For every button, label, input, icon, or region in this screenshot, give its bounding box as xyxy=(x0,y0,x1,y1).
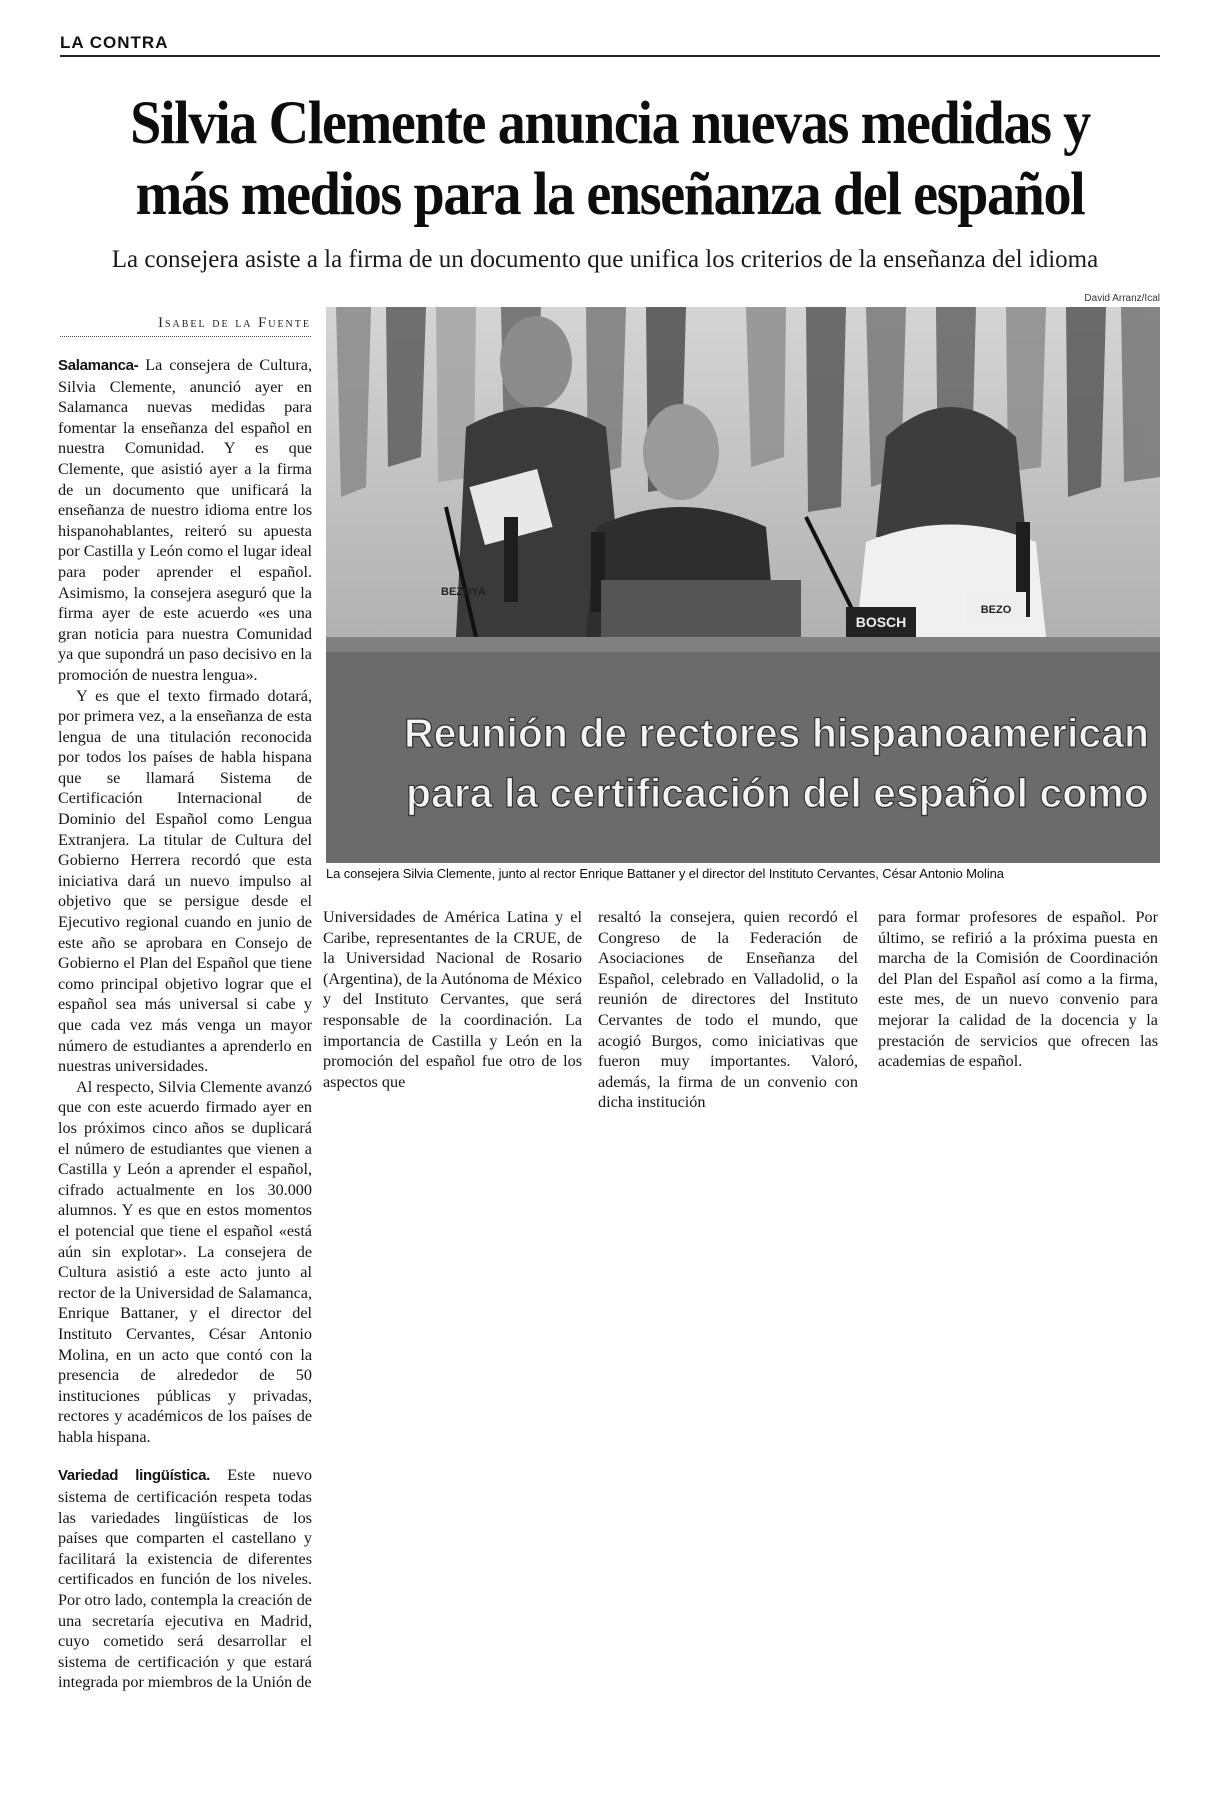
bottle-label-right: BEZO xyxy=(980,604,1012,616)
photo-credit: David Arranz/Ical xyxy=(1084,293,1160,304)
article-column-1 xyxy=(58,355,312,1693)
bosch-label: BOSCH xyxy=(855,614,907,630)
paragraph-4: Variedad lingüística. Este nuevo sistema de certificación respeta todas las variedades lingüísticas de los países que comparten el castellano y facilitará la existencia de diferentes certificados en función de los niveles. Por otro lado, contempla la creación de una secretaría ejecutiva en Madrid, cuyo cometido será desarrollar el sistema de certificación y que estará integrada por miembros de la Unión de xyxy=(58,1466,313,1692)
byline-rule xyxy=(60,336,311,337)
article-column-4 xyxy=(878,907,1158,1072)
laptop xyxy=(601,580,801,637)
column-2-text: Universidades de América Latina y el Caribe, representantes de la CRUE, de la Universidad Nacional de Rosario (Argentina), de la Autónoma de México y del Instituto Cervantes, que será responsable de la coordinación. La importancia de Castilla y León en la promoción del español fue otro de los aspectos que xyxy=(323,908,582,1091)
headline-line-1: Silvia Clemente anuncia nuevas medidas y xyxy=(130,90,1090,157)
subheading: Variedad lingüística. xyxy=(58,1467,210,1485)
banner xyxy=(326,652,1160,863)
column-4-text: para formar profesores de español. Por último, se refirió a la próxima puesta en marcha de la Comisión de Coordinación del Plan del Español así como a la firma, este mes, de un nuevo convenio para mejorar la calidad de la docencia y la prestación de servicios que ofrecen las academias de español. xyxy=(878,908,1158,1071)
article-column-2 xyxy=(323,907,582,1092)
byline: Isabel de la Fuente xyxy=(158,315,311,331)
headline-line-2: más medios para la enseñanza del español xyxy=(135,161,1085,228)
article-column-3 xyxy=(598,907,858,1113)
paragraph-1: Salamanca- La consejera de Cultura, Silvia Clemente, anunció ayer en Salamanca nuevas medidas para fomentar la enseñanza del español en nuestra Comunidad. Y es que Clemente, que asistió ayer a la firma de un documento que unificará la enseñanza de nuestro idioma entre los hispanohablantes, reiteró su apuesta por Castilla y León como el lugar ideal para poder aprender el español. Asimismo, la consejera aseguró que la firma ayer de este acuerdo «es una gran noticia para nuestra Comunidad ya que supondrá un paso decisivo en la promoción de nuestra lengua». xyxy=(58,356,312,684)
column-3-text: resaltó la consejera, quien recordó el Congreso de la Federación de Asociaciones de Enseñanza del Español, celebrado en Valladolid, o la reunión de directores del Instituto Cervantes de todo el mundo, que acogió Burgos, como iniciativas que fueron muy importantes. Valoró, además, la firma de un convenio con dicha institución xyxy=(598,908,858,1112)
paragraph-3: Al respecto, Silvia Clemente avanzó que con este acuerdo firmado ayer en los próximos cinco años se duplicará el número de estudiantes que vienen a Castilla y León a aprender el español, cifrado actualmente en los 30.000 alumnos. Y es que en estos momentos el potencial que tiene el español «está aún sin explotar». La consejera de Cultura asistió a este acto junto al rector de la Universidad de Salamanca, Enrique Battaner, y el director del Instituto Cervantes, César Antonio Molina, en un acto que contó con la presencia de alrededor de 50 instituciones públicas y privadas, rectores y académicos de los países de habla hispana. xyxy=(58,1077,312,1446)
paragraph-2: Y es que el texto firmado dotará, por primera vez, a la enseñanza de esta lengua de una titulación reconocida por todos los países de habla hispana que se llamará Sistema de Certificación Internacional de Dominio del Español como Lengua Extranjera. La titular de Cultura del Gobierno Herrera recordó que esta iniciativa dará un nuevo impulso al objetivo que se persigue desde el Ejecutivo regional cuando en junio de este año se aprobara en Consejo de Gobierno el Plan del Español que tiene como principal objetivo lograr que el español sea más universal si cabe y que cada vez más venga un mayor número de estudiantes a aprenderlo en nuestras universidades. xyxy=(58,686,312,1076)
section-label: LA CONTRA xyxy=(60,33,169,52)
banner-line-2: para la certificación del español como xyxy=(406,770,1149,816)
section-rule xyxy=(60,55,1160,57)
bottle-label-left: BEZOYA xyxy=(441,586,486,598)
photo-caption: La consejera Silvia Clemente, junto al rector Enrique Battaner y el director del Instituto Cervantes, César Antonio Molina xyxy=(326,866,1004,881)
headline xyxy=(104,88,1116,230)
subheadline: La consejera asiste a la firma de un documento que unifica los criterios de la enseñanza del idioma xyxy=(111,246,1099,273)
dateline: Salamanca- xyxy=(58,357,139,374)
article-photo xyxy=(326,307,1160,863)
banner-line-1: Reunión de rectores hispanoamerican xyxy=(404,710,1150,756)
